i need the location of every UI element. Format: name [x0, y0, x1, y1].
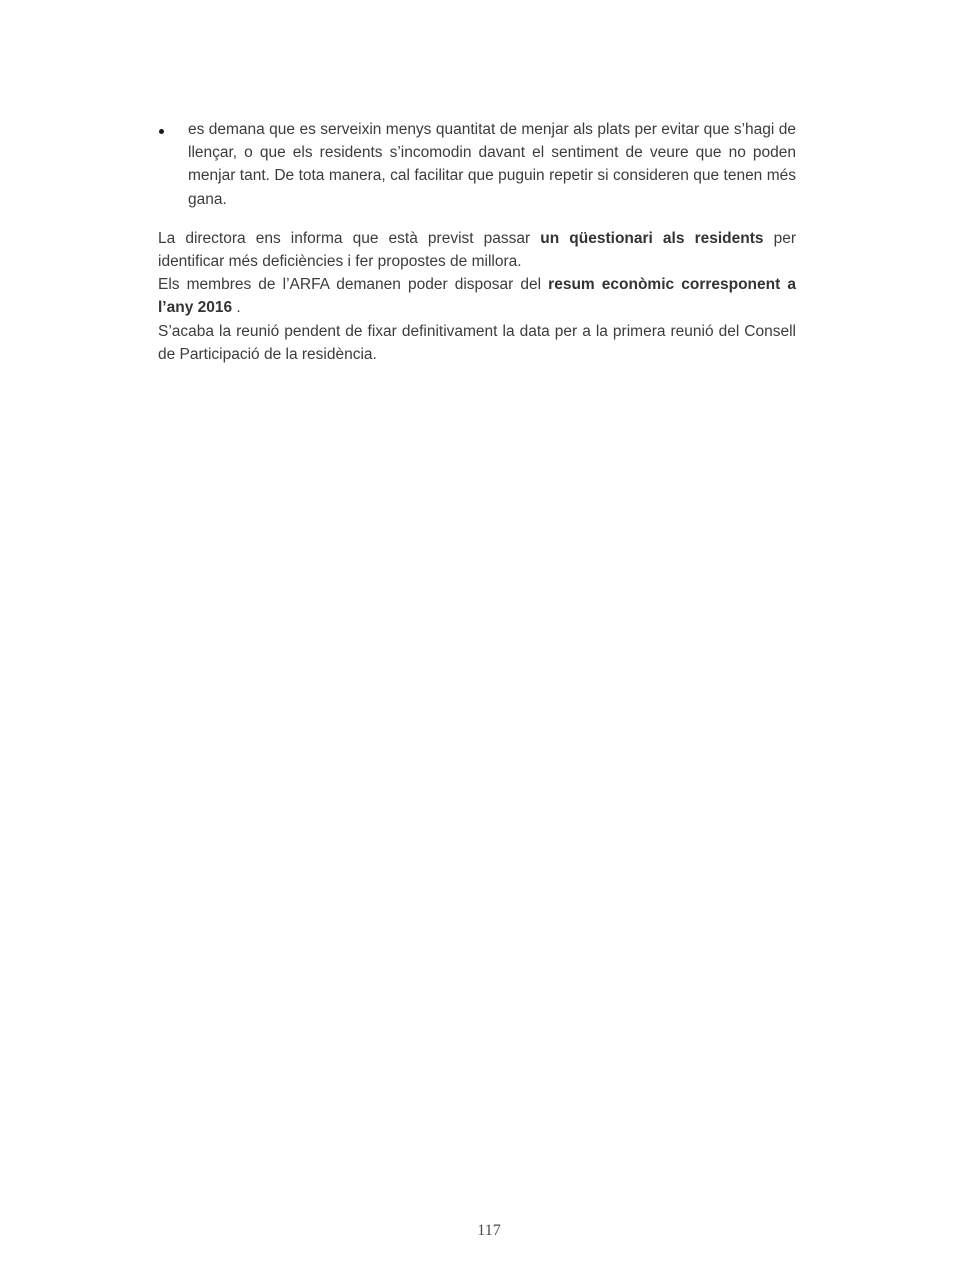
bullet-list-item	[158, 118, 796, 211]
paragraph-bold-text: un qüestionari als residents	[540, 229, 764, 247]
paragraph-bold-text: resum econòmic corresponent a l’any 2016	[158, 276, 796, 317]
document-body	[158, 118, 796, 366]
paragraph-meeting-end	[158, 320, 796, 366]
paragraph-text: La directora ens informa que està previst passar	[158, 229, 541, 247]
paragraph-text: per identificar més deficiències i fer propostes de millora.	[158, 229, 796, 271]
paragraph-text: .	[232, 299, 241, 317]
bullet-icon	[159, 129, 164, 134]
paragraph-questionnaire	[158, 227, 796, 273]
page-number: 117	[477, 1222, 501, 1239]
paragraph-text: S’acaba la reunió pendent de fixar definitivament la data per a la primera reunió del Consell de Participació de la residència.	[158, 322, 796, 363]
paragraph-text: Els membres de l’ARFA demanen poder disposar del	[158, 276, 549, 294]
paragraph-economic-summary	[158, 273, 796, 319]
bullet-text: es demana que es serveixin menys quantitat de menjar als plats per evitar que s’hagi de llençar, o que els residents s’incomodin davant el sentiment de veure que no poden menjar tant. De tota manera, cal facilitar que puguin repetir si consideren que tenen més gana.	[188, 121, 796, 208]
